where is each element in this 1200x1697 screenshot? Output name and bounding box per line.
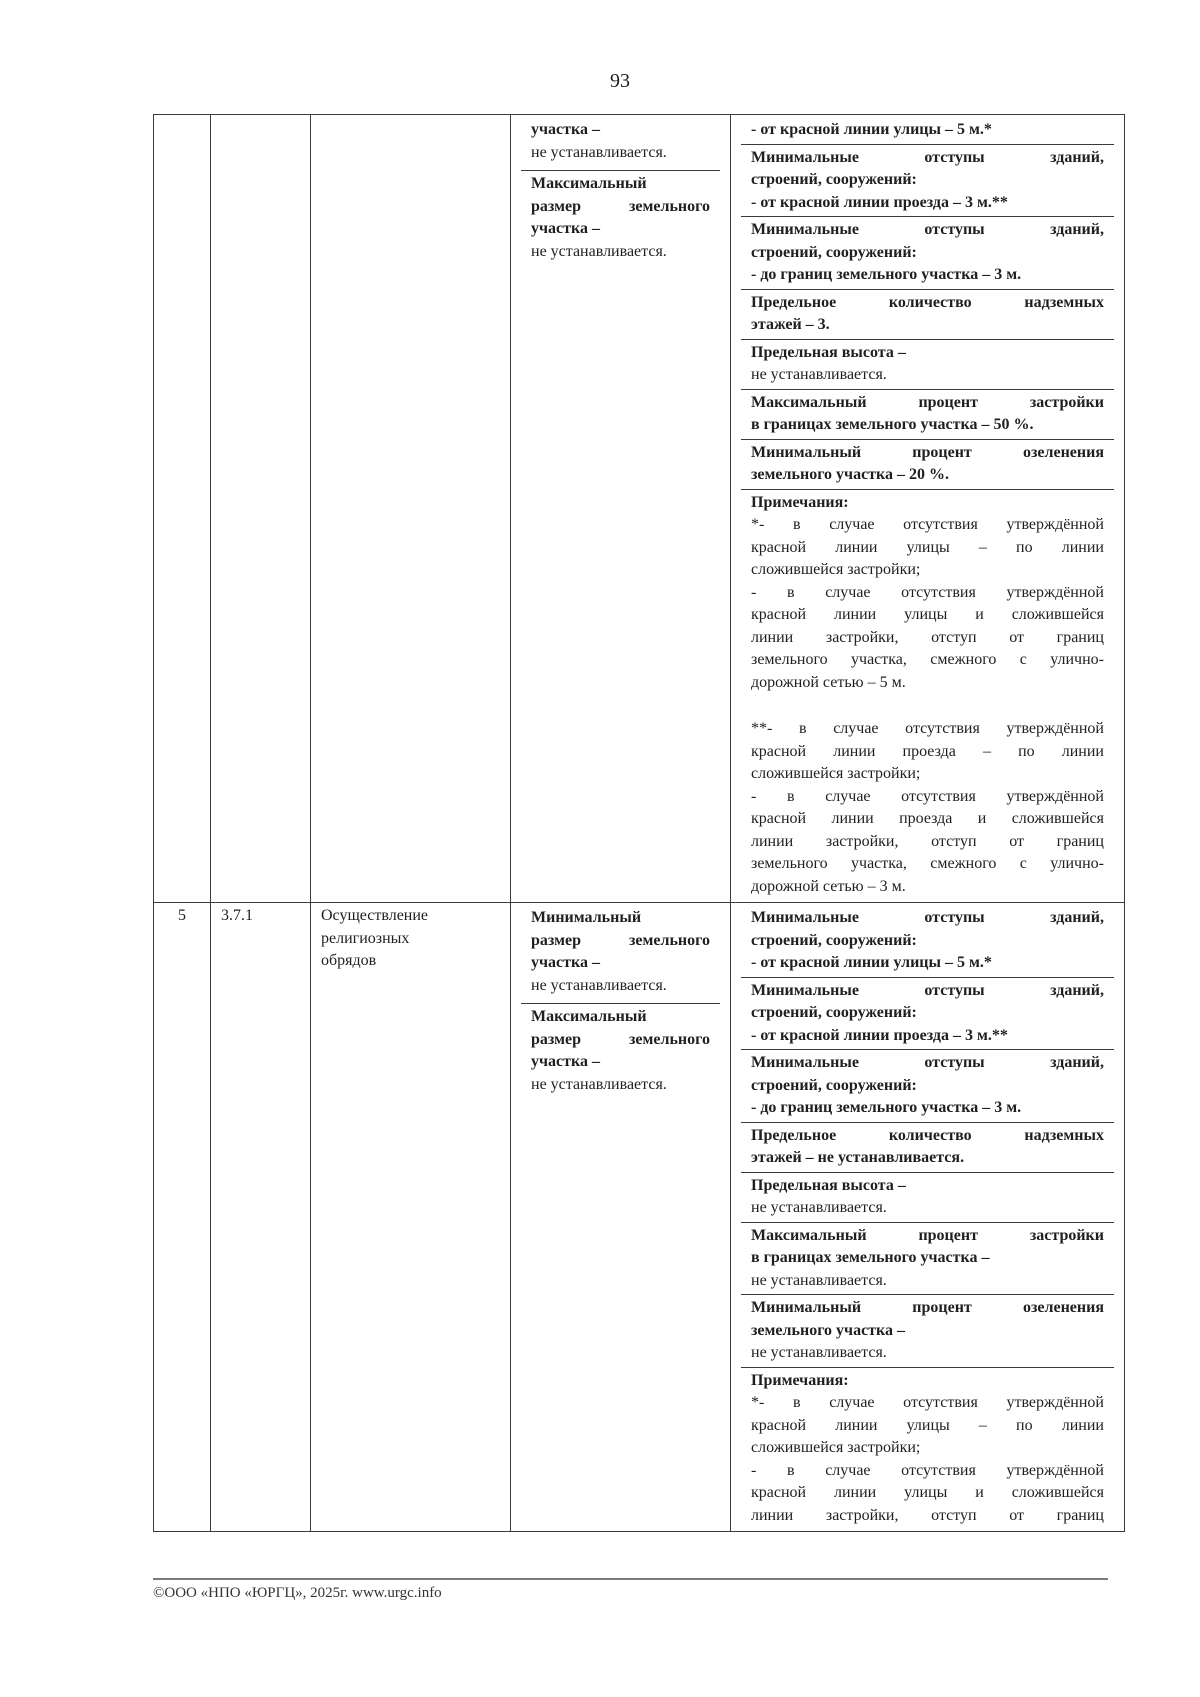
min-greening: Минимальный процент озеленения земельного участка – не устанавливается. — [741, 1295, 1114, 1368]
setback-street-tail: - от красной линии улицы – 5 м.* — [741, 117, 1114, 145]
code-cell — [211, 115, 311, 903]
max-coverage: Максимальный процент застройки в границах земельного участка – не устанавливается. — [741, 1223, 1114, 1296]
footer-copyright: ©ООО «НПО «ЮРГЦ», 2025г. www.urgc.info — [153, 1585, 442, 1601]
min-greening: Минимальный процент озеленения земельного участка – 20 %. — [741, 440, 1114, 490]
lot-size-cell — [511, 903, 731, 1532]
lot-size-max: Максимальный размер земельного участка – не устанавливается. — [521, 170, 720, 269]
table-row — [154, 115, 1125, 903]
row-number-cell: 5 — [154, 903, 211, 1532]
parameters-cell — [731, 115, 1125, 903]
lot-size-min: Минимальный размер земельного участка – не устанавливается. — [531, 909, 710, 994]
row-number-cell — [154, 115, 211, 903]
notes: Примечания: *- в случае отсутствия утверждённой красной линии улицы – по линии сложившейся застройки; - в случае отсутствия утверждённой красной линии улицы и сложившейся линии застройки, отступ от границ земельного участка, смежного с улично- дорожной сетью – 5 м. **- в случае отсутствия утверждённой красной линии проезда – по линии сложившейся застройки; - в случае отсутствия утверждённой красной линии проезда и сложившейся линии застройки, отступ от границ земельного участка, смежного с улично- дорожной сетью – 3 м. — [751, 493, 1104, 895]
lot-size-min-tail: участка – не устанавливается. — [531, 121, 667, 161]
height-limit: Предельная высота – не устанавливается. — [741, 1173, 1114, 1223]
floors-limit: Предельное количество надземных этажей – не устанавливается. — [741, 1123, 1114, 1173]
setback-street: Минимальные отступы зданий, строений, сооружений: - от красной линии улицы – 5 м.* — [741, 905, 1114, 978]
code-cell: 3.7.1 — [211, 903, 311, 1532]
setback-boundary: Минимальные отступы зданий, строений, сооружений: - до границ земельного участка – 3 м. — [741, 217, 1114, 290]
floors-limit: Предельное количество надземных этажей – 3. — [741, 290, 1114, 340]
table-row — [154, 903, 1125, 1532]
parameters-cell — [731, 903, 1125, 1532]
setback-boundary: Минимальные отступы зданий, строений, сооружений: - до границ земельного участка – 3 м. — [741, 1050, 1114, 1123]
lot-size-cell — [511, 115, 731, 903]
setback-driveway: Минимальные отступы зданий, строений, сооружений: - от красной линии проезда – 3 м.** — [741, 978, 1114, 1051]
footer-divider — [153, 1578, 1108, 1580]
setback-driveway: Минимальные отступы зданий, строений, сооружений: - от красной линии проезда – 3 м.** — [741, 145, 1114, 218]
notes: Примечания: *- в случае отсутствия утверждённой красной линии улицы – по линии сложившейся застройки; - в случае отсутствия утверждённой красной линии улицы и сложившейся линии застройки, отступ от границ — [751, 1371, 1104, 1524]
height-limit: Предельная высота – не устанавливается. — [741, 340, 1114, 390]
max-coverage: Максимальный процент застройки в границах земельного участка – 50 %. — [741, 390, 1114, 440]
name-cell: Осуществление религиозных обрядов — [311, 903, 511, 1532]
name-cell — [311, 115, 511, 903]
zoning-table — [153, 114, 1125, 1532]
lot-size-max: Максимальный размер земельного участка – не устанавливается. — [521, 1003, 720, 1102]
page-number: 93 — [610, 70, 630, 92]
